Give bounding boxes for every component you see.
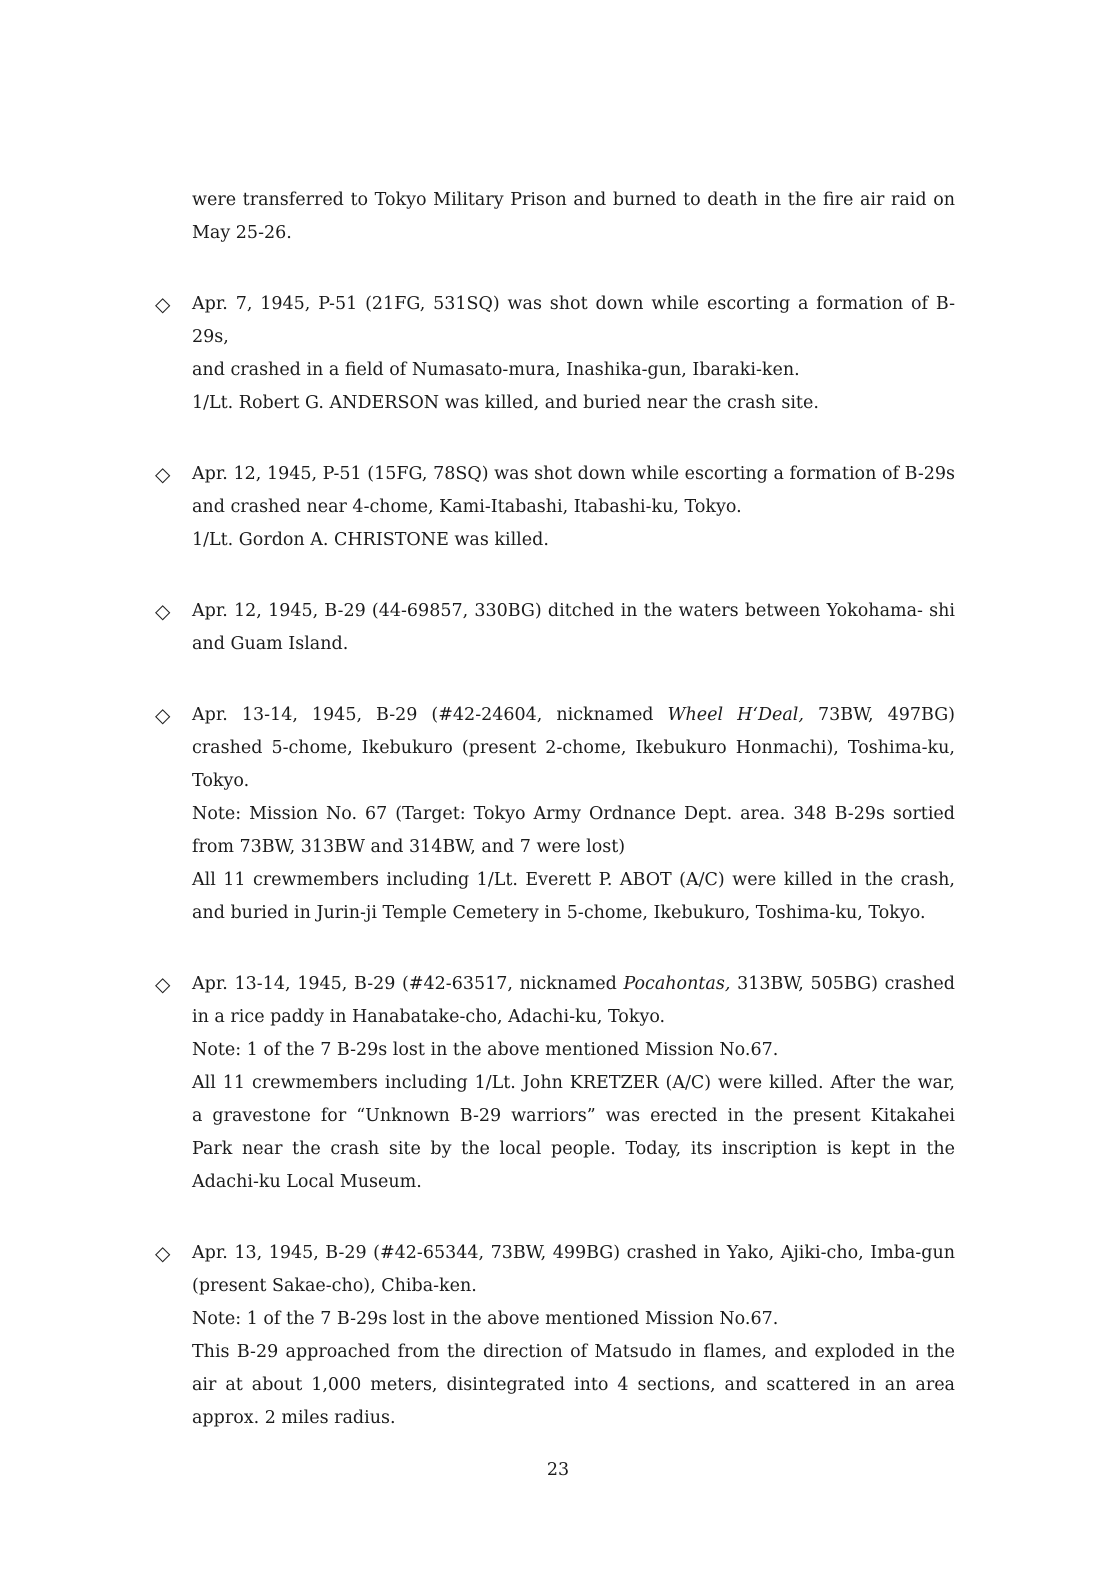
paragraph (192, 968, 955, 1034)
text-line: Apr. 13-14, 1945, B-29 (#42-63517, nicknamed Pocahontas, 313BW, 505BG) crashed (192, 974, 955, 994)
paragraph (192, 1336, 955, 1435)
crash-record-item (154, 699, 955, 930)
paragraph (192, 524, 955, 557)
text-line: Note: 1 of the 7 B-29s lost in the above mentioned Mission No.67. (192, 1309, 779, 1329)
crash-record-item (154, 595, 955, 661)
text-line: Apr. 13-14, 1945, B-29 (#42-24604, nicknamed Wheel H‘Deal, 73BW, 497BG) (192, 705, 956, 725)
text-line: Park near the crash site by the local people. Today, its inscription is kept in the (192, 1139, 955, 1159)
text-line: and Guam Island. (192, 634, 349, 654)
diamond-bullet-icon: ◇ (155, 599, 171, 623)
text-line: Apr. 12, 1945, B-29 (44-69857, 330BG) ditched in the waters between Yokohama- shi (192, 601, 955, 621)
diamond-bullet-icon: ◇ (155, 462, 171, 486)
text-line: were transferred to Tokyo Military Prison and burned to death in the fire air raid on (192, 190, 955, 210)
text-line: This B-29 approached from the direction of Matsudo in flames, and exploded in the (192, 1342, 955, 1362)
paragraph (192, 798, 955, 864)
diamond-bullet-icon: ◇ (155, 292, 171, 316)
text-line: All 11 crewmembers including 1/Lt. John KRETZER (A/C) were killed. After the war, (192, 1073, 955, 1093)
text-line: Apr. 13, 1945, B-29 (#42-65344, 73BW, 499BG) crashed in Yako, Ajiki-cho, Imba-gun (192, 1243, 955, 1263)
paragraph (192, 864, 955, 930)
crash-record-item (154, 968, 955, 1199)
text-line: in a rice paddy in Hanabatake-cho, Adachi-ku, Tokyo. (192, 1007, 666, 1027)
text-line: and crashed in a field of Numasato-mura, Inashika-gun, Ibaraki-ken. (192, 360, 800, 380)
text-line: 1/Lt. Robert G. ANDERSON was killed, and buried near the crash site. (192, 393, 819, 413)
text-line: Apr. 12, 1945, P-51 (15FG, 78SQ) was shot down while escorting a formation of B-29s (192, 464, 955, 484)
text-line: Note: 1 of the 7 B-29s lost in the above mentioned Mission No.67. (192, 1040, 779, 1060)
paragraph (192, 184, 955, 250)
crash-record-item (154, 458, 955, 557)
paragraph (192, 387, 955, 420)
text-line: (present Sakae-cho), Chiba-ken. (192, 1276, 477, 1296)
text-line: a gravestone for “Unknown B-29 warriors” was erected in the present Kitakahei (192, 1106, 955, 1126)
paragraph (192, 1067, 955, 1199)
paragraph (192, 1303, 955, 1336)
text-line: and crashed near 4-chome, Kami-Itabashi, Itabashi-ku, Tokyo. (192, 497, 742, 517)
crash-record-item (154, 1237, 955, 1435)
text-line: May 25-26. (192, 223, 292, 243)
diamond-bullet-icon: ◇ (155, 703, 171, 727)
paragraph (192, 288, 955, 387)
text-line: and buried in Jurin-ji Temple Cemetery in 5-chome, Ikebukuro, Toshima-ku, Tokyo. (192, 903, 926, 923)
paragraph (192, 595, 955, 661)
paragraph (192, 699, 955, 798)
paragraph (192, 1034, 955, 1067)
text-line: approx. 2 miles radius. (192, 1408, 396, 1428)
text-line: Tokyo. (192, 771, 250, 791)
crash-records-list (154, 184, 955, 1435)
text-line: 1/Lt. Gordon A. CHRISTONE was killed. (192, 530, 549, 550)
diamond-bullet-icon: ◇ (155, 1241, 171, 1265)
paragraph (192, 458, 955, 524)
paragraph (192, 1237, 955, 1303)
text-line: crashed 5-chome, Ikebukuro (present 2-chome, Ikebukuro Honmachi), Toshima-ku, (192, 738, 955, 758)
text-line: from 73BW, 313BW and 314BW, and 7 were lost) (192, 837, 626, 857)
text-line: Apr. 7, 1945, P-51 (21FG, 531SQ) was shot down while escorting a formation of B-29s, (192, 294, 955, 347)
crash-record-item (154, 288, 955, 420)
text-line: air at about 1,000 meters, disintegrated into 4 sections, and scattered in an area (192, 1375, 955, 1395)
text-line: Note: Mission No. 67 (Target: Tokyo Army Ordnance Dept. area. 348 B-29s sortied (192, 804, 955, 824)
crash-record-item (154, 184, 955, 250)
text-line: Adachi-ku Local Museum. (192, 1172, 422, 1192)
text-line: All 11 crewmembers including 1/Lt. Everett P. ABOT (A/C) were killed in the crash, (192, 870, 955, 890)
diamond-bullet-icon: ◇ (155, 972, 171, 996)
page-number: 23 (546, 1460, 570, 1480)
